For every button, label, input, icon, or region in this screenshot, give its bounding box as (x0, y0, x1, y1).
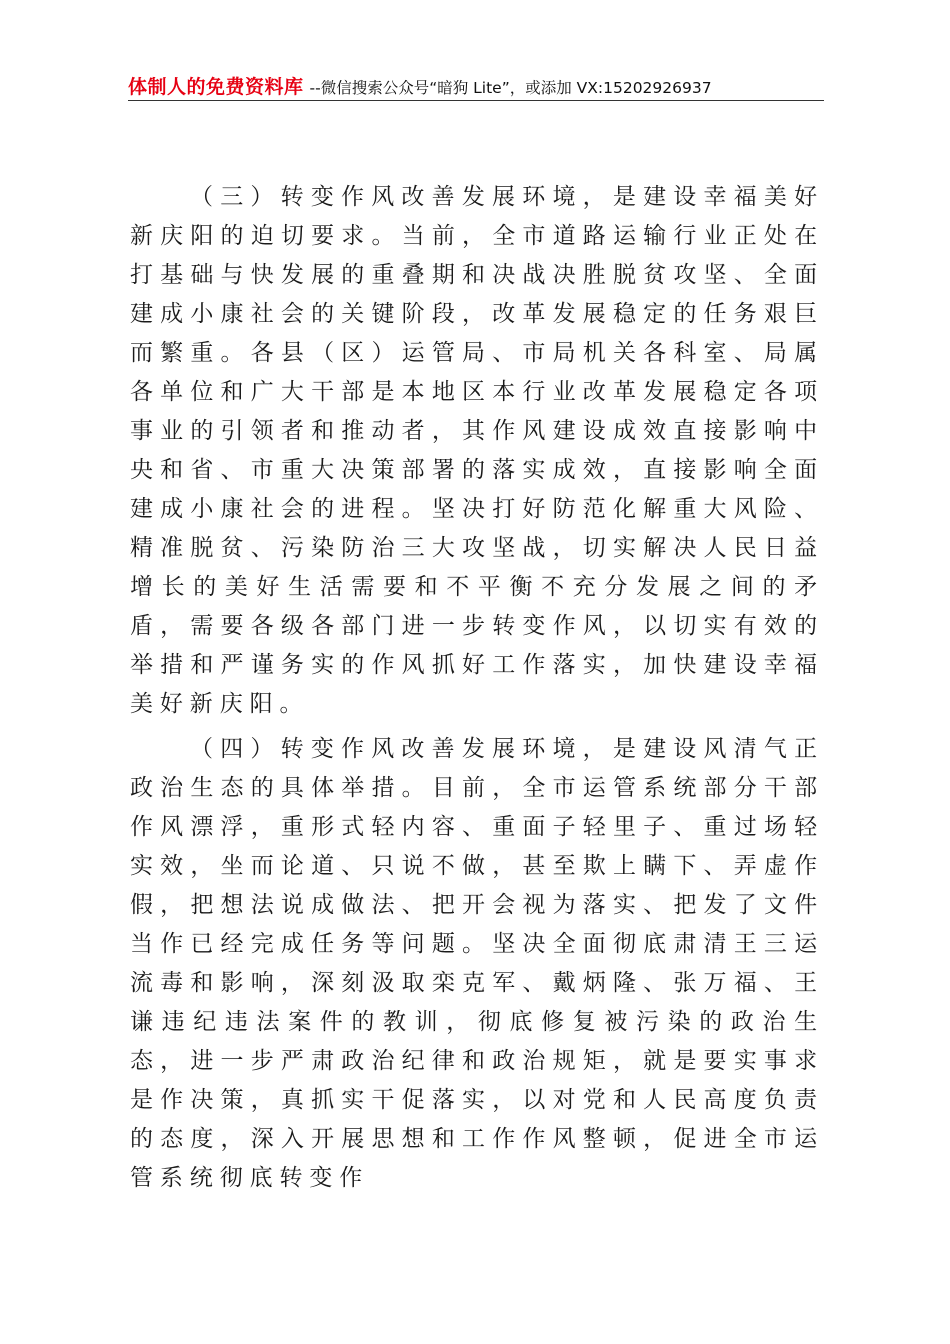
paragraph-4: （四）转变作风改善发展环境，是建设风清气正政治生态的具体举措。目前，全市运管系统部分干部作风漂浮，重形式轻内容、重面子轻里子、重过场轻实效，坐而论道、只说不做，甚至欺上瞒下、弄虚作假，把想法说成做法、把开会视为落实、把发了文件当作已经完成任务等问题。坚决全面彻底肃清王三运流毒和影响，深刻汲取栾克军、戴炳隆、张万福、王谦违纪违法案件的教训，彻底修复被污染的政治生态，进一步严肃政治纪律和政治规矩，就是要实事求是作决策，真抓实干促落实，以对党和人民高度负责的态度，深入开展思想和工作作风整顿，促进全市运管系统彻底转变作 (130, 736, 824, 1191)
page-header (128, 72, 824, 101)
header-note: --微信搜索公众号“暗狗 Lite”，或添加 VX:15202926937 (309, 79, 712, 97)
paragraph-3: （三）转变作风改善发展环境，是建设幸福美好新庆阳的迫切要求。当前，全市道路运输行业正处在打基础与快发展的重叠期和决战决胜脱贫攻坚、全面建成小康社会的关键阶段，改革发展稳定的任务艰巨而繁重。各县（区）运管局、市局机关各科室、局属各单位和广大干部是本地区本行业改革发展稳定各项事业的引领者和推动者，其作风建设成效直接影响中央和省、市重大决策部署的落实成效，直接影响全面建成小康社会的进程。坚决打好防范化解重大风险、精准脱贫、污染防治三大攻坚战，切实解决人民日益增长的美好生活需要和不平衡不充分发展之间的矛盾，需要各级各部门进一步转变作风，以切实有效的举措和严谨务实的作风抓好工作落实，加快建设幸福美好新庆阳。 (130, 184, 824, 717)
document-body (130, 178, 824, 1198)
header-brand: 体制人的免费资料库 (128, 76, 304, 98)
